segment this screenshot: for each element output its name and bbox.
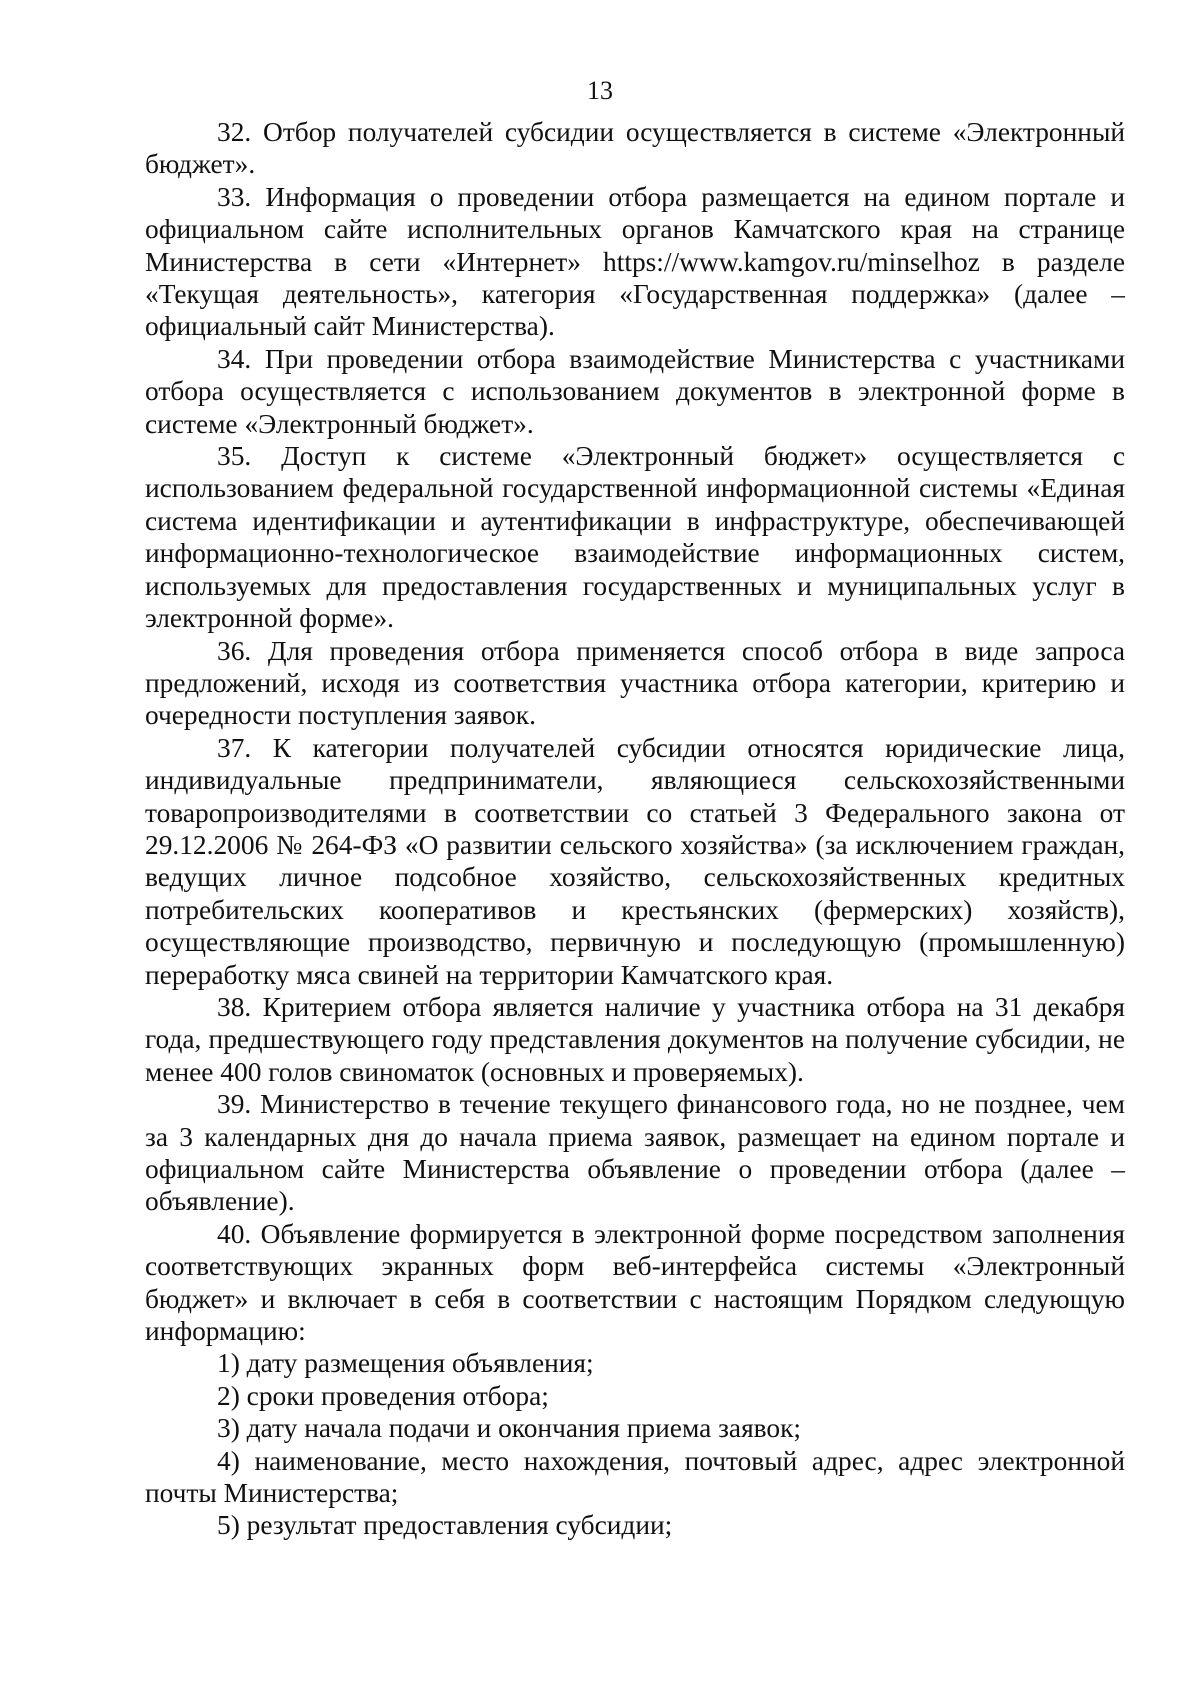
paragraph-33: 33. Информация о проведении отбора размещается на едином портале и официальном сайте исполнительных органов Камчатского края на странице Министерства в сети «Интернет» https://www.kamgov.ru/minselhoz в разделе «Текущая деятельность», категория «Государственная поддержка» (далее – официальный сайт Министерства). [145, 181, 1125, 342]
document-body [145, 116, 1125, 1542]
paragraph-32: 32. Отбор получателей субсидии осуществляется в системе «Электронный бюджет». [145, 117, 1125, 180]
page-number: 13 [587, 76, 613, 105]
paragraph-39: 39. Министерство в течение текущего финансового года, но не позднее, чем за 3 календарных дня до начала приема заявок, размещает на едином портале и официальном сайте Министерства объявление о проведении отбора (далее – объявление). [145, 1089, 1125, 1217]
paragraph-38: 38. Критерием отбора является наличие у участника отбора на 31 декабря года, предшествующего году представления документов на получение субсидии, не менее 400 голов свиноматок (основных и проверяемых). [145, 991, 1125, 1087]
paragraph-35: 35. Доступ к системе «Электронный бюджет» осуществляется с использованием федеральной государственной информационной системы «Единая система идентификации и аутентификации в инфраструктуре, обеспечивающей информационно-технологическое взаимодействие информационных систем, используемых для предоставления государственных и муниципальных услуг в электронной форме». [145, 441, 1125, 634]
list-item-5: 5) результат предоставления субсидии; [217, 1510, 673, 1541]
paragraph-34: 34. При проведении отбора взаимодействие Министерства с участниками отбора осуществляется с использованием документов в электронной форме в системе «Электронный бюджет». [145, 343, 1125, 439]
list-item-3: 3) дату начала подачи и окончания приема заявок; [217, 1413, 802, 1444]
list-item-2: 2) сроки проведения отбора; [217, 1380, 549, 1411]
paragraph-40: 40. Объявление формируется в электронной форме посредством заполнения соответствующих экранных форм веб-интерфейса системы «Электронный бюджет» и включает в себя в соответствии с настоящим Порядком следующую информацию: [145, 1218, 1125, 1347]
paragraph-36: 36. Для проведения отбора применяется способ отбора в виде запроса предложений, исходя из соответствия участника отбора категории, критерию и очередности поступления заявок. [145, 635, 1125, 731]
list-item-4: 4) наименование, место нахождения, почтовый адрес, адрес электронной почты Министерства; [145, 1445, 1125, 1509]
list-item-1: 1) дату размещения объявления; [217, 1348, 594, 1379]
paragraph-37: 37. К категории получателей субсидии относятся юридические лица, индивидуальные предприниматели, являющиеся сельскохозяйственными товаропроизводителями в соответствии со статьей 3 Федерального закона от 29.12.2006 № 264-ФЗ «О развитии сельского хозяйства» (за исключением граждан, ведущих личное подсобное хозяйство, сельскохозяйственных кредитных потребительских кооперативов и крестьянских (фермерских) хозяйств), осуществляющие производство, первичную и последующую (промышленную) переработку мяса свиней на территории Камчатского края. [145, 732, 1125, 990]
